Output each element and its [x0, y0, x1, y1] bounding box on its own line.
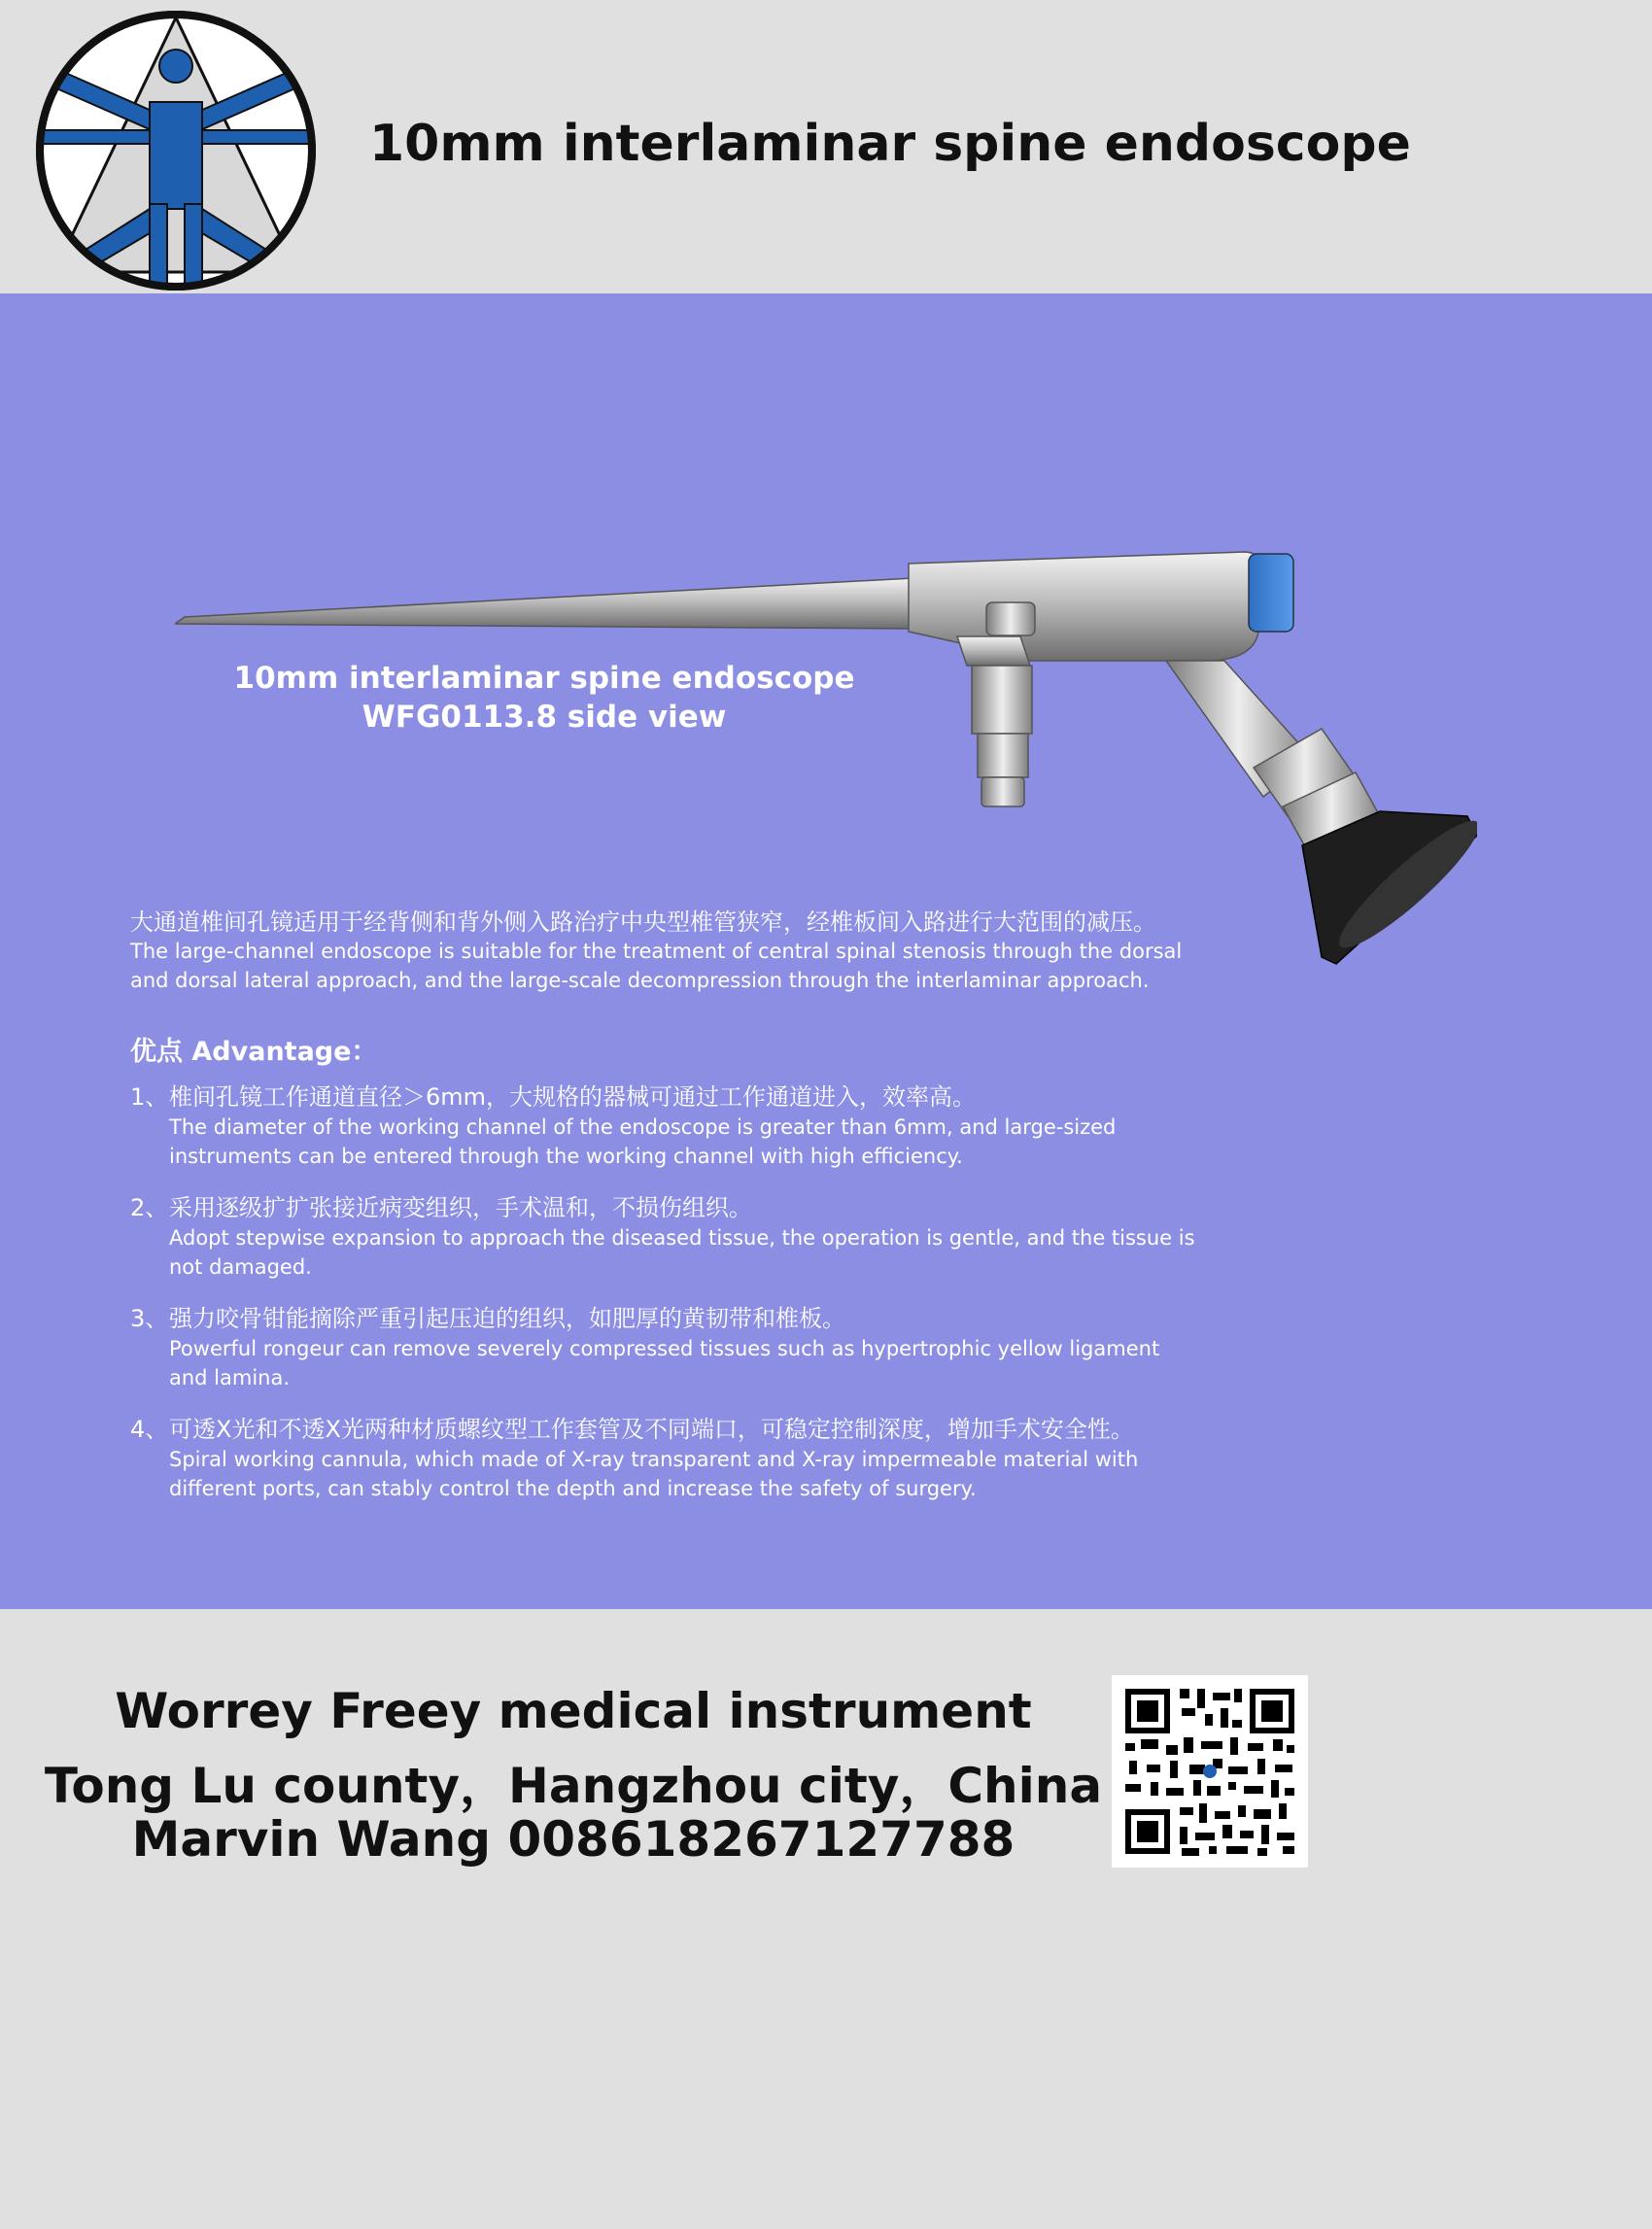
- advantage-zh: 可透X光和不透X光两种材质螺纹型工作套管及不同端口，可稳定控制深度，增加手术安全性。: [169, 1416, 1134, 1443]
- advantage-zh: 强力咬骨钳能摘除严重引起压迫的组织，如肥厚的黄韧带和椎板。: [169, 1305, 845, 1332]
- advantage-en-line2: and lamina.: [169, 1366, 291, 1389]
- advantage-number: 2、: [130, 1194, 169, 1221]
- company-address: Tong Lu county，Hangzhou city，China: [44, 1758, 1103, 1814]
- intro-en-line1: The large-channel endoscope is suitable for the treatment of central spinal stenosis through the dorsal: [130, 940, 1183, 963]
- qr-code-icon[interactable]: [1112, 1675, 1308, 1868]
- spine-endoscope-illustration-icon: [175, 525, 1477, 972]
- advantage-en-line1: Powerful rongeur can remove severely compressed tissues such as hypertrophic yellow ligament: [169, 1337, 1160, 1360]
- page-title: 10mm interlaminar spine endoscope: [369, 115, 1411, 173]
- advantage-number: 1、: [130, 1083, 169, 1111]
- advantage-zh: 采用逐级扩扩张接近病变组织，手术温和，不损伤组织。: [169, 1194, 752, 1221]
- advantage-number: 4、: [130, 1416, 169, 1443]
- product-caption-title: 10mm interlaminar spine endoscope: [233, 661, 855, 696]
- intro-paragraph: [130, 908, 1182, 995]
- advantage-zh: 椎间孔镜工作通道直径＞6mm，大规格的器械可通过工作通道进入，效率高。: [169, 1083, 977, 1111]
- advantage-item: [130, 1193, 1195, 1282]
- product-caption-model: WFG0113.8 side view: [361, 700, 727, 735]
- advantage-item: [130, 1082, 1116, 1171]
- advantage-heading: 优点 Advantage：: [130, 1037, 378, 1067]
- header: [0, 0, 1652, 293]
- advantage-en-line2: not damaged.: [169, 1255, 312, 1279]
- contact-phone: Marvin Wang 008618267127788: [131, 1811, 1015, 1868]
- advantage-en-line1: The diameter of the working channel of the endoscope is greater than 6mm, and large-sized: [169, 1115, 1117, 1139]
- company-name: Worrey Freey medical instrument: [115, 1683, 1032, 1739]
- advantage-number: 3、: [130, 1305, 169, 1332]
- intro-zh: 大通道椎间孔镜适用于经背侧和背外侧入路治疗中央型椎管狭窄，经椎板间入路进行大范围的减压。: [130, 909, 1156, 936]
- intro-en-line2: and dorsal lateral approach, and the large-scale decompression through the interlaminar approach.: [130, 969, 1150, 992]
- advantage-item: [130, 1415, 1138, 1503]
- advantage-en-line2: different ports, can stably control the depth and increase the safety of surgery.: [169, 1477, 977, 1500]
- advantage-en-line1: Spiral working cannula, which made of X-ray transparent and X-ray impermeable material with: [169, 1448, 1139, 1471]
- advantage-en-line1: Adopt stepwise expansion to approach the diseased tissue, the operation is gentle, and the tissue is: [169, 1226, 1195, 1250]
- advantage-item: [130, 1304, 1159, 1392]
- advantage-en-line2: instruments can be entered through the working channel with high efficiency.: [169, 1145, 963, 1168]
- vitruvian-figure-logo-icon: [35, 10, 317, 291]
